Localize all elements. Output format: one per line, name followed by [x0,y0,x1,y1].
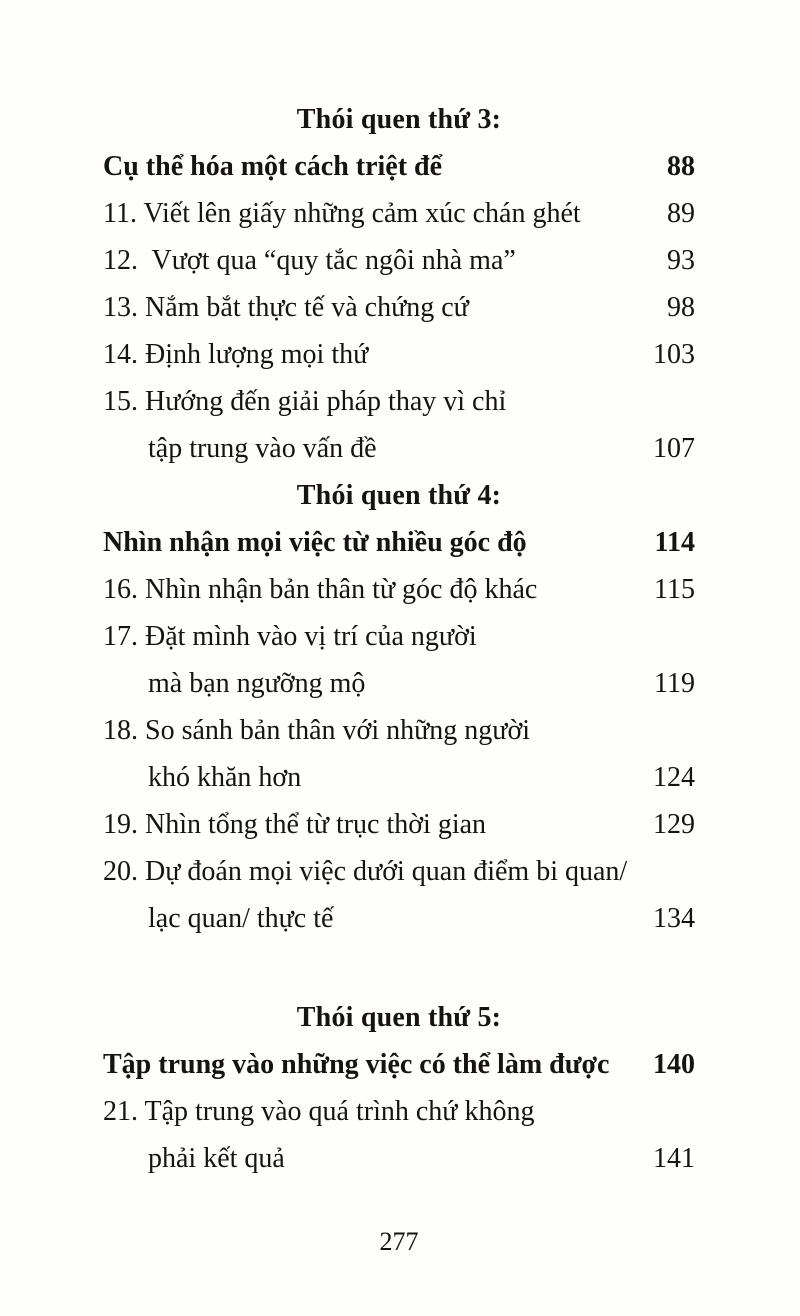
entry-title: 12. Vượt qua “quy tắc ngôi nhà ma” [103,245,516,276]
toc-entry-line-2 [103,1135,695,1182]
chapter-page-number: 88 [667,151,695,182]
chapter-title: Cụ thể hóa một cách triệt để [103,151,443,182]
entry-page-number: 115 [654,574,695,605]
toc-entry [103,190,695,237]
entry-title-continuation: mà bạn ngưỡng mộ [148,668,366,699]
section-heading: Thói quen thứ 5: [296,1002,502,1033]
chapter-title-row [103,519,695,566]
entry-page-number: 129 [653,809,695,840]
entry-page-number: 98 [667,292,695,323]
chapter-page-number: 114 [654,527,695,558]
chapter-title-row [103,1041,695,1088]
book-page-number: 277 [379,1227,419,1256]
entry-title: 14. Định lượng mọi thứ [103,339,369,370]
toc-entry [103,284,695,331]
toc-entry-line-1 [103,378,695,425]
toc-entry [103,801,695,848]
toc-entry-line-1 [103,848,695,895]
chapter-title: Nhìn nhận mọi việc từ nhiều góc độ [103,527,527,558]
toc-entry-line-2 [103,660,695,707]
chapter-title: Tập trung vào những việc có thể làm được [103,1049,610,1080]
entry-title: 11. Viết lên giấy những cảm xúc chán ghét [103,198,581,229]
toc-section-habit-5 [103,994,695,1182]
entry-title-continuation: khó khăn hơn [148,762,302,793]
chapter-page-number: 140 [653,1049,695,1080]
toc-entry-line-1 [103,1088,695,1135]
section-heading: Thói quen thứ 3: [296,104,502,135]
section-heading: Thói quen thứ 4: [296,480,502,511]
toc-entry-line-1 [103,707,695,754]
entry-title: 18. So sánh bản thân với những người [103,715,531,746]
entry-title-continuation: phải kết quả [148,1143,285,1174]
toc-entry [103,566,695,613]
entry-page-number: 119 [654,668,695,699]
entry-page-number: 107 [653,433,695,464]
entry-page-number: 93 [667,245,695,276]
chapter-title-row [103,143,695,190]
entry-title: 16. Nhìn nhận bản thân từ góc độ khác [103,574,538,605]
entry-title: 21. Tập trung vào quá trình chứ không [103,1096,535,1127]
entry-page-number: 124 [653,762,695,793]
toc-section-habit-4 [103,472,695,942]
entry-page-number: 89 [667,198,695,229]
entry-page-number: 134 [653,903,695,934]
toc-section-habit-3 [103,96,695,472]
entry-title: 19. Nhìn tổng thể từ trục thời gian [103,809,487,840]
toc-entry [103,237,695,284]
entry-title: 20. Dự đoán mọi việc dưới quan điểm bi quan/ [103,856,628,887]
entry-title-continuation: lạc quan/ thực tế [148,903,334,934]
entry-title: 13. Nắm bắt thực tế và chứng cứ [103,292,469,323]
entry-page-number: 103 [653,339,695,370]
entry-title-continuation: tập trung vào vấn đề [148,433,377,464]
toc-entry-line-1 [103,613,695,660]
entry-title: 17. Đặt mình vào vị trí của người [103,621,477,652]
toc-entry-line-2 [103,425,695,472]
toc-entry-line-2 [103,895,695,942]
entry-title: 15. Hướng đến giải pháp thay vì chỉ [103,386,507,417]
page-footer [103,1218,695,1265]
toc-entry-line-2 [103,754,695,801]
entry-page-number: 141 [653,1143,695,1174]
toc-entry [103,331,695,378]
